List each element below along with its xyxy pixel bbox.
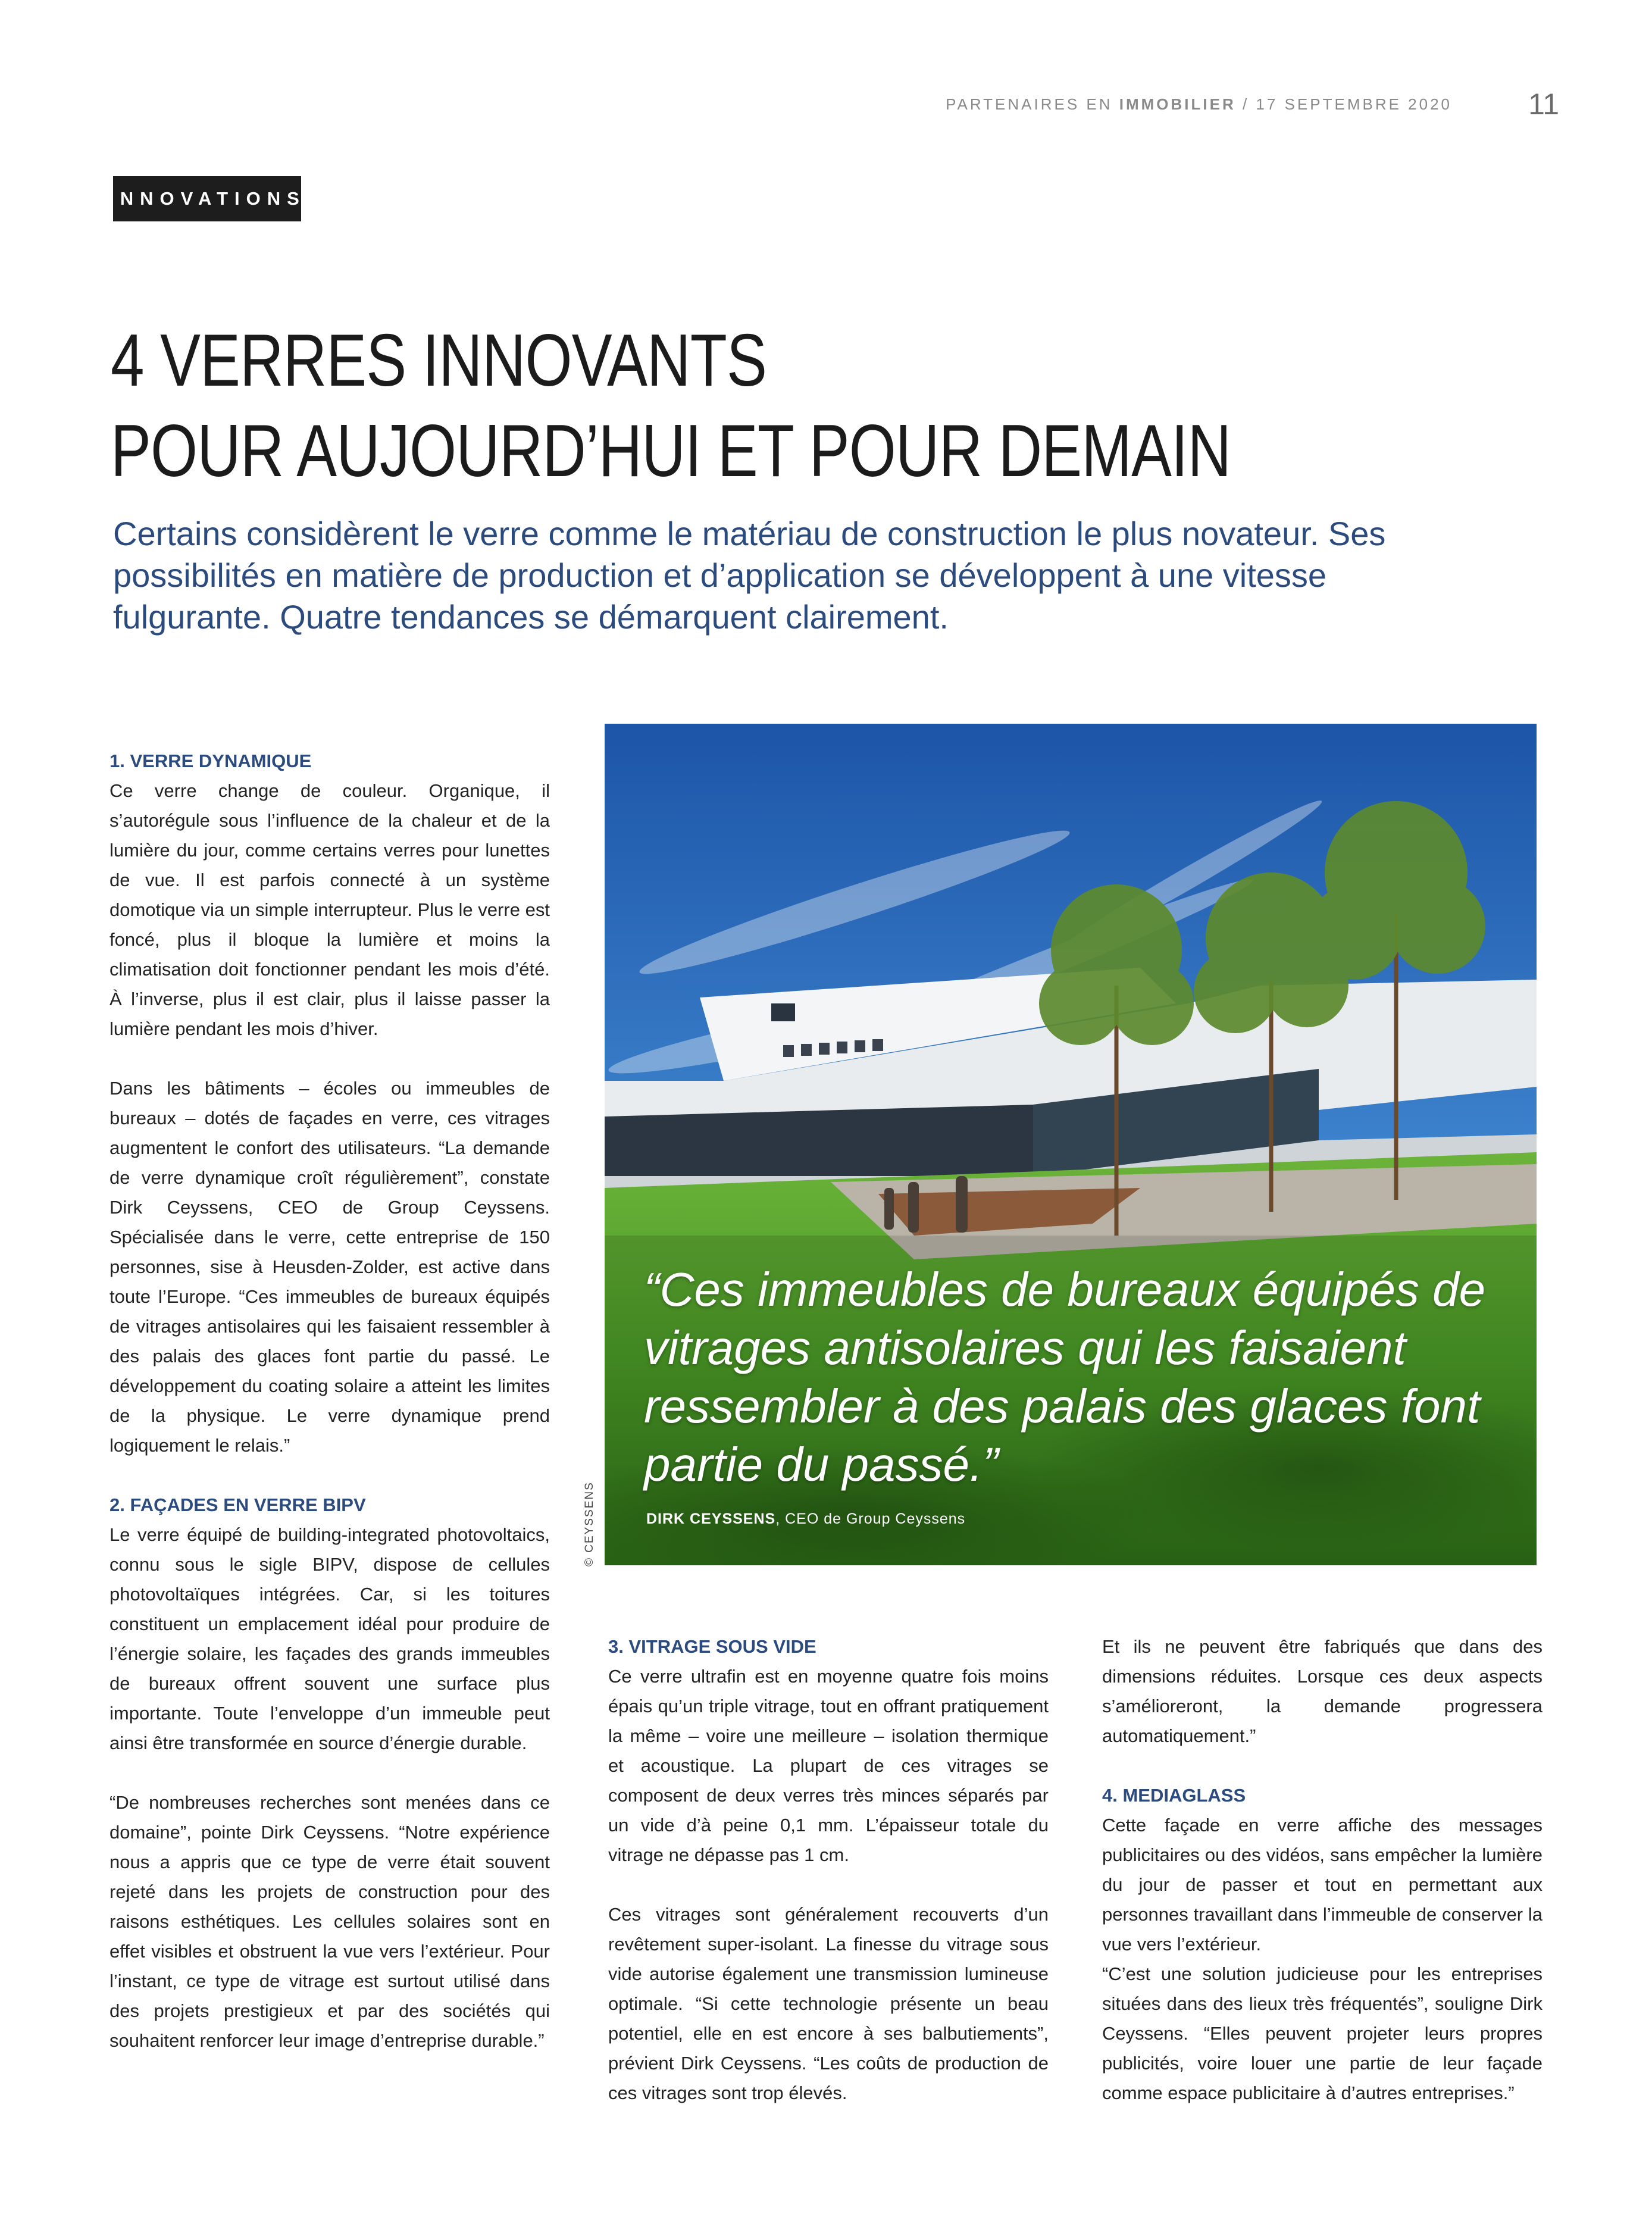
subheading-bipv: 2. FAÇADES EN VERRE BIPV <box>109 1494 366 1515</box>
body-paragraph: Et ils ne peuvent être fabriqués que dans des dimensions réduites. Lorsque ces deux aspects s’amélioreront, la demande progressera automatiquement.” <box>1102 1636 1543 1746</box>
quote-attribution-name: DIRK CEYSSENS <box>646 1511 776 1527</box>
body-paragraph: Le verre équipé de building-integrated photovoltaics, connu sous le sigle BIPV, dispose de cellules photovoltaïques intégrées. Car, si les toitures constituent un emplacement idéal pour produire de l’énergie solaire, les façades des grands immeubles de bureaux offrent souvent une surface plus importante. Toute l’enveloppe d’un immeuble peut ainsi être transformée en source d’énergie durable. <box>109 1524 550 1753</box>
subheading-dynamic-glass: 1. VERRE DYNAMIQUE <box>109 750 312 771</box>
body-paragraph: “C’est une solution judicieuse pour les entreprises situées dans des lieux très fréquentés”, souligne Dirk Ceyssens. “Elles peuvent projeter leurs propres publicités, voire louer une partie de leur façade comme espace publicitaire à d’autres entreprises.” <box>1102 1963 1543 2103</box>
headline <box>111 315 1420 496</box>
lead-paragraph: Certains considèrent le verre comme le matériau de construction le plus novateur. Ses possibilités en matière de production et d’application se développent à une vitesse fulgurante. Quatre tendances se démarquent clairement. <box>113 515 1386 636</box>
section-tag: INNOVATIONS <box>113 176 301 221</box>
quote-attribution <box>646 1511 1360 1528</box>
column-2 <box>608 1632 1049 2138</box>
body-paragraph: Dans les bâtiments – écoles ou immeubles de bureaux – dotés de façades en verre, ces vitrages augmentent le confort des utilisateurs. “La demande de verre dynamique croît régulièrement”, constate Dirk Ceyssens, CEO de Group Ceyssens. Spécialisée dans le verre, cette entreprise de 150 personnes, sise à Heusden-Zolder, est active dans toute l’Europe. “Ces immeubles de bureaux équipés de vitrages antisolaires qui les faisaient ressembler à des palais des glaces font partie du passé. Le développement du coating solaire a atteint les limites de la physique. Le verre dynamique prend logiquement le relais.” <box>109 1078 550 1456</box>
quote-attribution-role: , CEO de Group Ceyssens <box>775 1511 966 1527</box>
photo-credit: © CEYSSENS <box>583 1481 596 1566</box>
body-paragraph: “De nombreuses recherches sont menées dans ce domaine”, pointe Dirk Ceyssens. “Notre expérience nous a appris que ce type de verre était souvent rejeté dans les projets de construction pour des raisons esthétiques. Les cellules solaires sont en effet visibles et obstruent la vue vers l’extérieur. Pour l’instant, ce type de vitrage est surtout utilisé dans des projets prestigieux et par des sociétés qui souhaitent renforcer leur image d’entreprise durable.” <box>109 1792 550 2051</box>
body-paragraph: Ce verre ultrafin est en moyenne quatre fois moins épais qu’un triple vitrage, tout en offrant pratiquement la même – voire une meilleure – isolation thermique et acoustique. La plupart de ces vitrages se composent de deux verres très minces séparés par un vide d’à peine 0,1 mm. L’épaisseur totale du vitrage ne dépasse pas 1 cm. <box>608 1666 1049 1865</box>
running-head-publication: IMMOBILIER <box>1119 95 1236 113</box>
body-paragraph: Ce verre change de couleur. Organique, il s’autorégule sous l’influence de la chaleur et de la lumière du jour, comme certains verres pour lunettes de vue. Il est parfois connecté à un système domotique via un simple interrupteur. Plus le verre est foncé, plus il bloque la lumière et moins la climatisation doit fonctionner pendant les mois d’été. À l’inverse, plus il est clair, plus il laisse passer la lumière pendant les mois d’hiver. <box>109 780 550 1039</box>
subheading-mediaglass: 4. MEDIAGLASS <box>1102 1785 1246 1806</box>
page-number: 11 <box>1528 87 1559 121</box>
headline-line-1: 4 VERRES INNOVANTS <box>111 320 767 402</box>
body-paragraph: Ces vitrages sont généralement recouverts d’un revêtement super-isolant. La finesse du vitrage sous vide autorise également une transmission lumineuse optimale. “Si cette technologie présente un beau potentiel, elle en est encore à ses balbutiements”, prévient Dirk Ceyssens. “Les coûts de production de ces vitrages sont trop élevés. <box>608 1904 1049 2103</box>
headline-line-2: POUR AUJOURD’HUI ET POUR DEMAIN <box>111 410 1231 492</box>
running-head-prefix: PARTENAIRES EN <box>946 95 1119 113</box>
running-head <box>821 95 1452 114</box>
running-head-date: / 17 SEPTEMBRE 2020 <box>1235 95 1452 113</box>
subheading-vacuum-glazing: 3. VITRAGE SOUS VIDE <box>608 1636 816 1657</box>
column-1 <box>109 746 550 2085</box>
pull-quote: “Ces immeubles de bureaux équipés de vitrages antisolaires qui les faisaient ressembler à des palais des glaces font partie du passé.” <box>644 1263 1486 1491</box>
body-paragraph: Cette façade en verre affiche des messages publicitaires ou des vidéos, sans empêcher la lumière du jour de passer et tout en permettant aux personnes travaillant dans l’immeuble de conserver la vue vers l’extérieur. <box>1102 1815 1543 1955</box>
column-3 <box>1102 1632 1543 2138</box>
